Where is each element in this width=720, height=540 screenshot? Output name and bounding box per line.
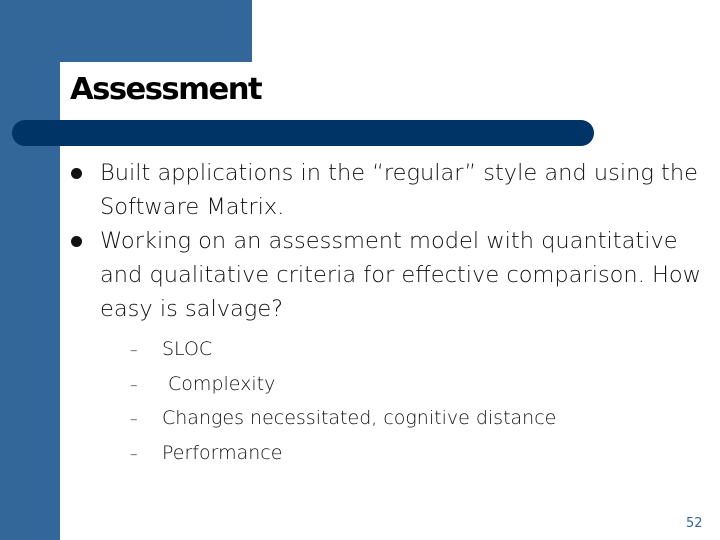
sub-bullet-item	[100, 436, 710, 471]
sub-bullet-text: Changes necessitated, cognitive distance	[162, 407, 557, 429]
sub-bullet-item	[100, 332, 710, 367]
dash-icon: –	[130, 375, 138, 394]
page-number: 52	[686, 516, 703, 531]
bullet-item	[70, 224, 710, 470]
sub-bullet-item	[100, 367, 710, 402]
bullet-text: Built applications in the “regular” style and using the Software Matrix.	[100, 160, 698, 220]
left-decoration-bar	[0, 0, 60, 540]
slide-content	[70, 156, 710, 470]
bullet-list	[70, 156, 710, 470]
bullet-text: Working on an assessment model with quantitative and qualitative criteria for effective comparison. How easy is salvage?	[100, 228, 702, 322]
dash-icon: –	[130, 444, 138, 463]
title-rule	[12, 120, 594, 146]
dash-icon: –	[130, 341, 138, 359]
bullet-item	[70, 156, 710, 224]
sub-bullet-text: SLOC	[162, 338, 213, 360]
bullet-dot-icon	[71, 236, 82, 247]
sub-bullet-list	[100, 332, 710, 470]
top-decoration-bar	[0, 0, 252, 62]
dash-icon: –	[130, 410, 138, 428]
sub-bullet-text: Performance	[162, 441, 283, 464]
bullet-dot-icon	[71, 168, 82, 179]
slide-title: Assessment	[70, 72, 262, 107]
sub-bullet-item	[100, 401, 710, 436]
sub-bullet-text: Complexity	[162, 372, 276, 395]
